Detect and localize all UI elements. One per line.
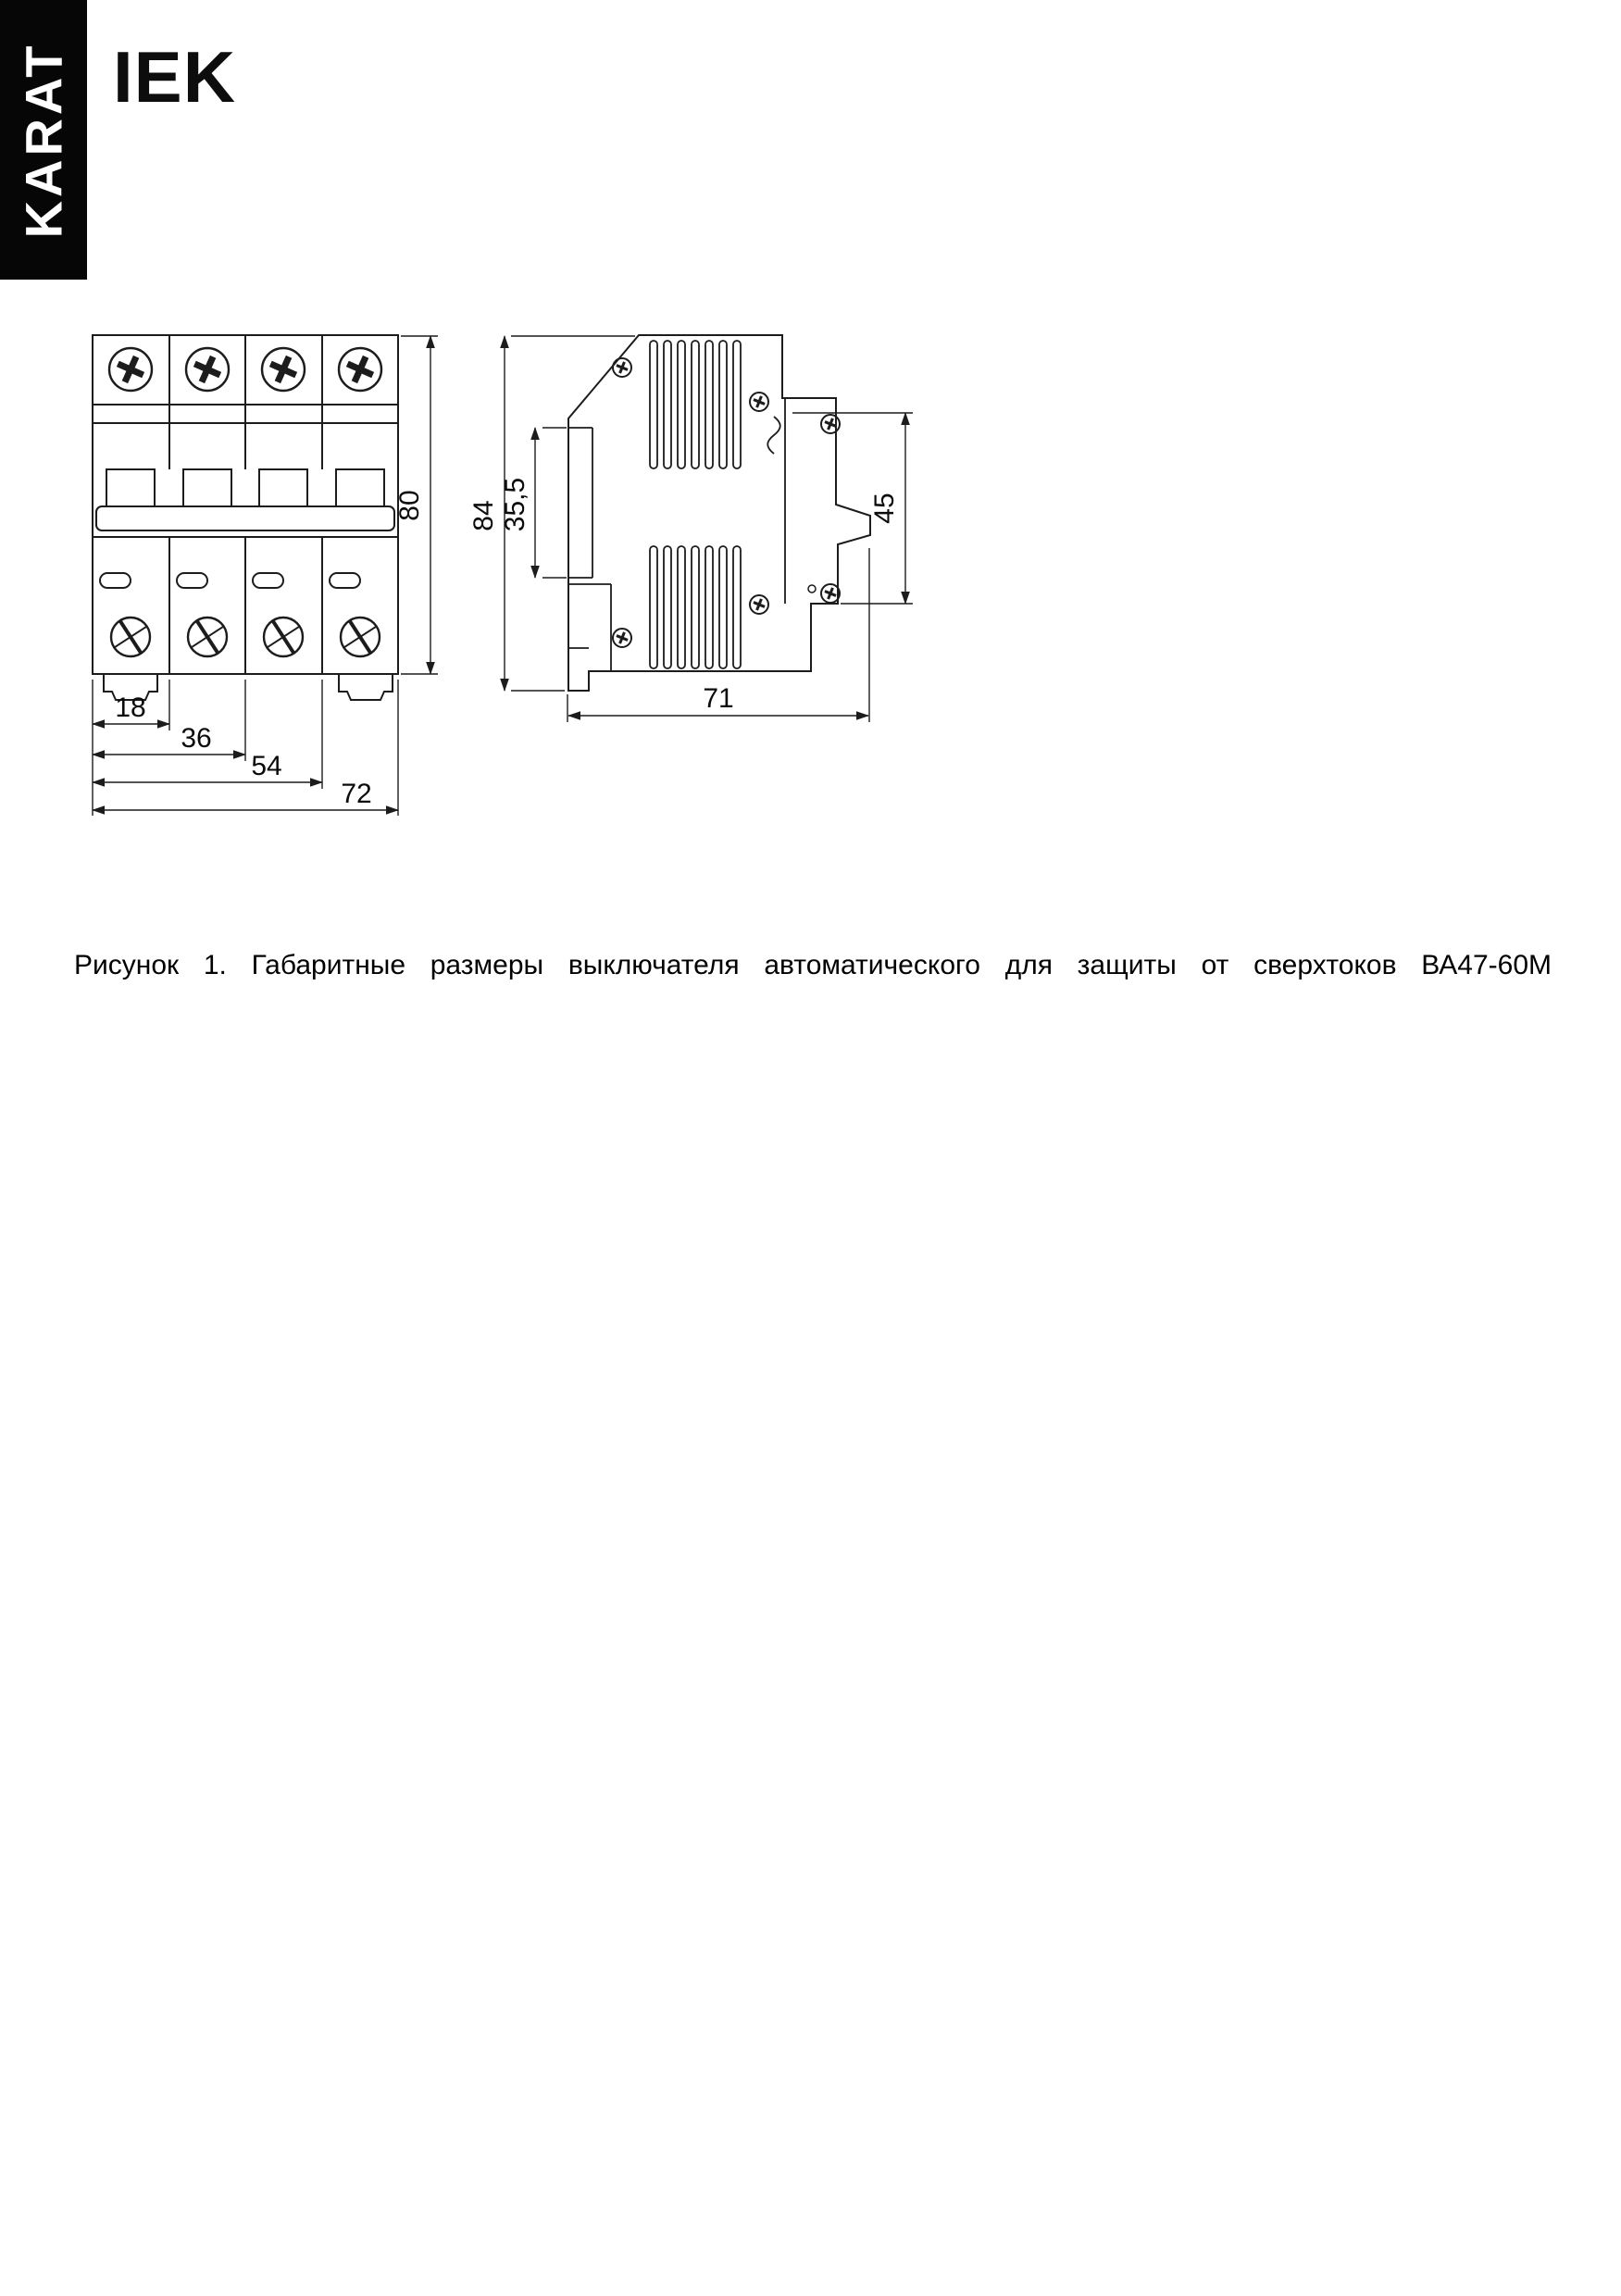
side-front-face-details (568, 398, 785, 671)
side-dim-rail-label: 45 (869, 493, 900, 524)
brand-sidebar-label: KARAT (14, 42, 73, 238)
front-view-dimensions (93, 336, 438, 816)
front-marking-windows (100, 573, 360, 588)
iek-logo: IEK (113, 36, 237, 118)
din-rail-clips (104, 674, 393, 700)
front-view (93, 335, 398, 700)
side-dim-window-label: 35,5 (500, 477, 530, 532)
front-dim-height-label: 80 (394, 490, 425, 521)
side-view-dimensions (468, 336, 913, 722)
front-dim-width4-label: 72 (341, 779, 372, 809)
front-dim-width3-label: 54 (251, 751, 282, 781)
front-toggle-openings (106, 469, 384, 506)
side-dim-height-label: 84 (468, 500, 499, 531)
vent-slots-bottom (650, 546, 741, 668)
front-dim-width2-label: 36 (181, 723, 212, 754)
side-wave-mark (767, 417, 780, 454)
side-view (568, 335, 870, 691)
side-dim-depth-label: 71 (703, 683, 734, 714)
vent-slots-top (650, 341, 741, 468)
front-toggle-tie-bar (96, 506, 394, 530)
front-dim-width1-label: 18 (115, 693, 146, 723)
dimension-drawing (0, 0, 1000, 852)
side-small-hole (808, 585, 816, 593)
figure-caption: Рисунок 1. Габаритные размеры выключателя автоматического для защиты от сверхтоков ВА47-60М (74, 950, 1552, 980)
